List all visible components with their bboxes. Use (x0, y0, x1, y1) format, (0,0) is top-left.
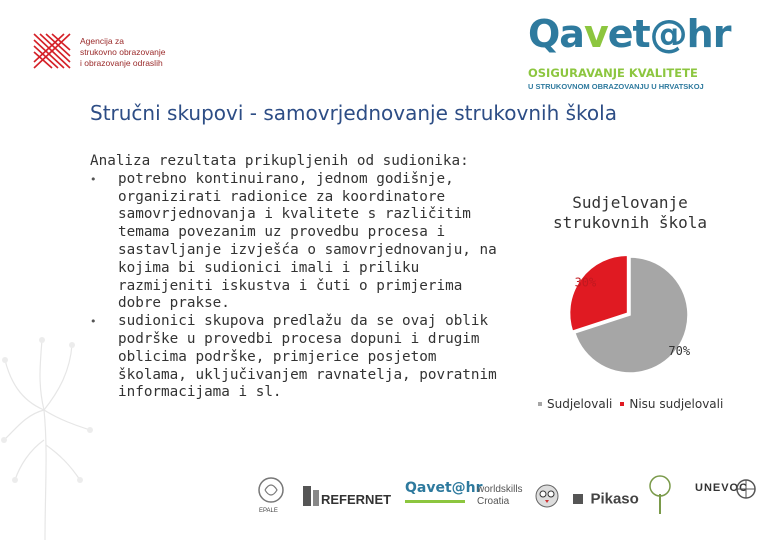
partner-logo-pikaso (573, 490, 639, 508)
agency-name (80, 36, 166, 69)
partner-name: worldskills Croatia (477, 484, 523, 507)
legend-label: Nisu sudjelovali (629, 397, 724, 411)
partner-logo-tree (645, 474, 675, 523)
partner-logo-worldskills (477, 484, 527, 508)
pie-chart (540, 250, 720, 380)
legend-item-sudjelovali (538, 397, 612, 411)
legend-swatch-grey (538, 402, 542, 406)
agency-emblem-icon (30, 30, 74, 72)
agency-line-3: i obrazovanje odraslih (80, 58, 163, 68)
agency-line-2: strukovno obrazovanje (80, 47, 166, 57)
body-intro: Analiza rezultata prikupljenih od sudionika: (90, 153, 469, 169)
qavet-subtagline: U STRUKOVNOM OBRAZOVANJU U HRVATSKOJ (528, 82, 704, 91)
partner-logo-qavet (405, 480, 483, 503)
qavet-tagline: OSIGURAVANJE KVALITETE (528, 66, 698, 80)
partner-name: REFERNET (321, 492, 392, 507)
legend-swatch-red (620, 402, 624, 406)
partner-logo-epale (255, 476, 287, 519)
chart-title: Sudjelovanje strukovnih škola (552, 193, 708, 232)
owl-icon (533, 480, 561, 516)
pie-data-label: 70% (668, 343, 691, 358)
partner-logo-emblem (735, 478, 757, 505)
partner-logo-refernet (303, 480, 393, 515)
bullet-list (90, 171, 510, 402)
pie-data-label: 30% (574, 275, 597, 290)
qavet-wordmark: Qavet@hr (528, 12, 731, 56)
bullet-item: • sudionici skupova predlažu da se ovaj oblik podrške u provedbi procesa dopuni i drugim oblicima podrške, primjerice posjetom školama, uključivanjem ravnatelja, povratnim informacijama i sl. (90, 313, 510, 402)
partner-name: EPALE (259, 508, 278, 514)
slide-title: Stručni skupovi - samovrjednovanje strukovnih škola (90, 101, 617, 125)
agency-logo (30, 30, 166, 72)
partner-name: Qavet@hr (405, 480, 483, 496)
tree-icon (645, 474, 675, 518)
partner-logos (255, 472, 755, 522)
bullet-item: • potrebno kontinuirano, jednom godišnje, organizirati radionice za koordinatore samovrjednovanja i kvalitete s različitim temama povezanim uz provedbu procesa i sastavljanje izvješća o samovrjednovanju, na kojima bi sudionici imali i priliku razmijeniti iskustva i čuti o primjerima dobre prakse. (90, 171, 510, 313)
unesco-emblem-icon (735, 478, 757, 500)
partner-name: UNEVOC (695, 482, 749, 494)
partner-name: Pikaso (590, 490, 639, 508)
legend-item-nisu-sudjelovali (620, 397, 723, 411)
pikaso-icon (573, 494, 583, 504)
legend-label: Sudjelovali (547, 397, 613, 411)
agency-line-1: Agencija za (80, 36, 124, 46)
slide-body (90, 153, 510, 402)
qavet-logo (528, 12, 731, 91)
partner-logo-skills-owl (533, 480, 561, 521)
chart-legend (538, 397, 731, 411)
